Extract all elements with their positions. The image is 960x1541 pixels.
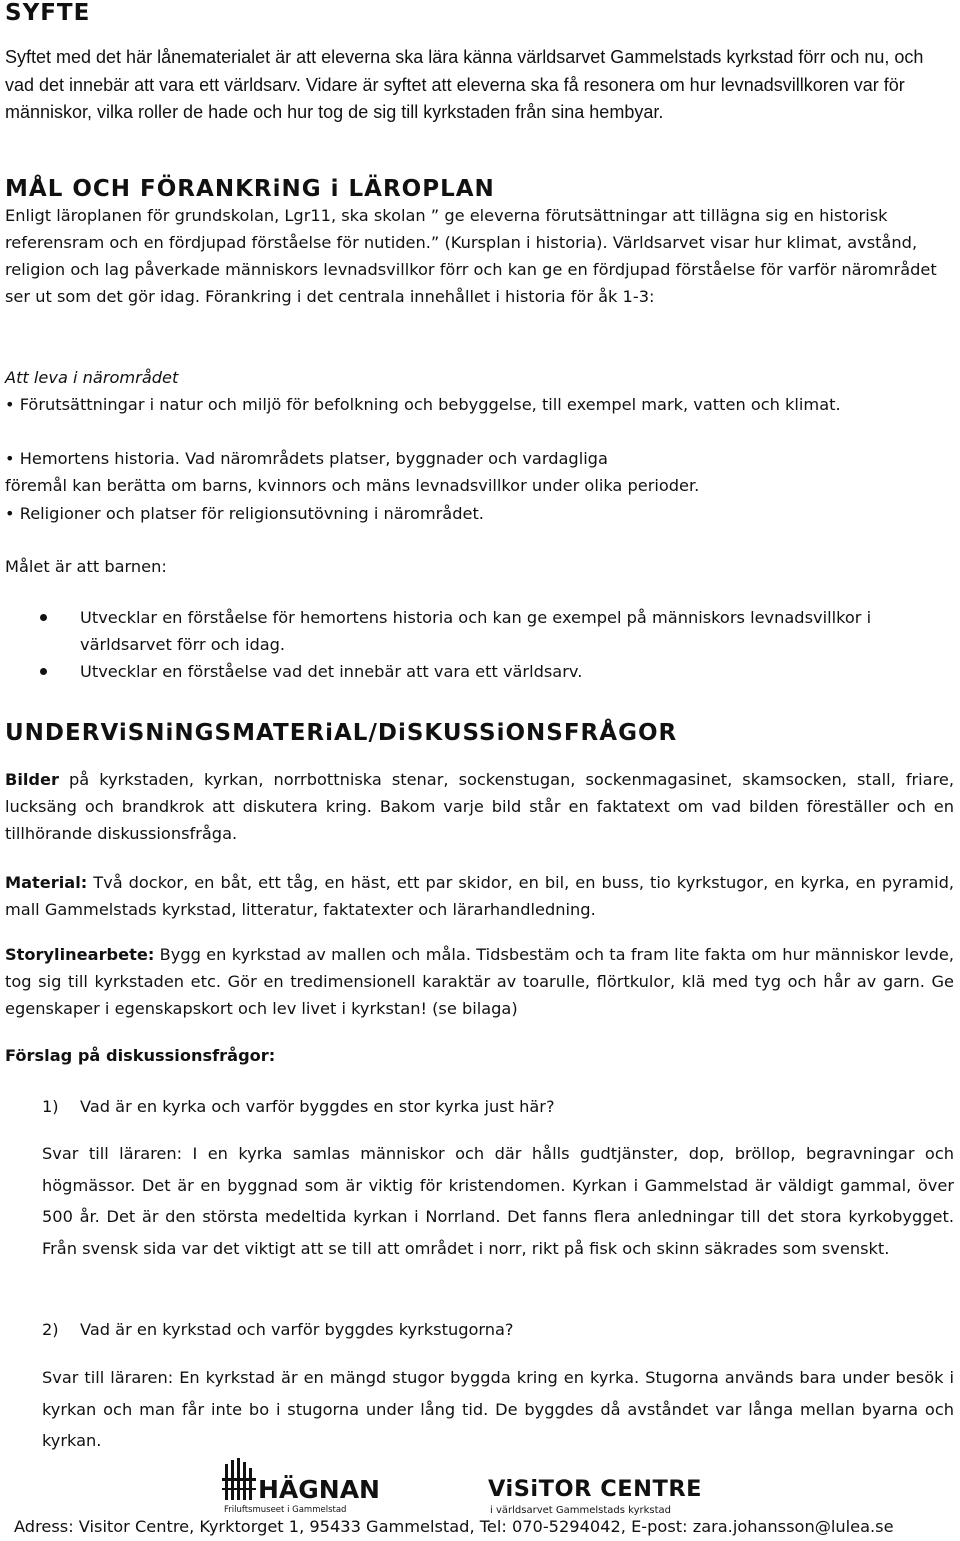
forslag-heading: Förslag på diskussionsfrågor: [5, 1046, 276, 1065]
mal-bullet-3: • Religioner och platser för religionsutövning i närområdet. [5, 504, 484, 523]
mal-heading: MÅL OCH FÖRANKRiNG i LÄROPLAN [5, 176, 495, 202]
material-label: Material: [5, 873, 88, 892]
bullet-dot [40, 614, 47, 621]
question-1: Vad är en kyrka och varför byggdes en stor kyrka just här? [80, 1097, 555, 1116]
storyline-paragraph [5, 941, 954, 1022]
goal-item: Utvecklar en förståelse för hemortens historia och kan ge exempel på människors levnadsvillkor i världsarvet förr och idag. [80, 608, 872, 654]
syfte-paragraph: Syftet med det här lånematerialet är att eleverna ska lära känna världsarvet Gammelstads kyrkstad förr och nu, och vad det innebär att vara ett världsarv. Vidare är syftet att eleverna ska få resonera om hur levnadsvillkoren var för människor, vilka roller de hade och hur tog de sig till kyrkstaden från sina hembyar. [5, 47, 924, 122]
visitor-centre-logo-subtext: i världsarvet Gammelstads kyrkstad [490, 1505, 672, 1516]
mal-bullet-2-line-1: • Hemortens historia. Vad närområdets platser, byggnader och vardagliga [5, 449, 608, 468]
material-heading: UNDERViSNiNGSMATERiAL/DiSKUSSiONSFRÅGOR [5, 720, 678, 746]
hagnan-logo [222, 1458, 380, 1520]
material-text: Två dockor, en båt, ett tåg, en häst, ett par skidor, en bil, en buss, tio kyrkstugor, en kyrka, en pyramid, mall Gammelstads kyrkstad, litteratur, faktatexter och lärarhandledning. [5, 873, 954, 919]
mal-bullet-2-line-2: föremål kan berätta om barns, kvinnors och mäns levnadsvillkor under olika perioder. [5, 476, 700, 495]
material-paragraph [5, 869, 954, 923]
storyline-label: Storylinearbete: [5, 945, 155, 964]
hagnan-logo-subtext: Friluftsmuseet i Gammelstad [224, 1505, 347, 1515]
answer-1: Svar till läraren: I en kyrka samlas människor och där hålls gudtjänster, dop, bröllop, begravningar och högmässor. Det är en byggnad som är viktig för kristendomen. Kyrkan i Gammelstad är väldigt gammal, över 500 år. Det är den största medeltida kyrkan i Norrland. Det fanns flera anledningar till det stora kyrkobygget. Från svensk sida var det viktigt att se till att området i norr, rikt på fisk och skinn säkrades som svenskt. [42, 1144, 954, 1258]
goal-item: Utvecklar en förståelse vad det innebär att vara ett världsarv. [80, 662, 583, 681]
question-2: Vad är en kyrkstad och varför byggdes kyrkstugorna? [80, 1320, 514, 1339]
storyline-text: Bygg en kyrkstad av mallen och måla. Tidsbestäm och ta fram lite fakta om hur människor levde, tog sig till kyrkstaden etc. Gör en tredimensionell karaktär av toarulle, flörtkulor, klä med tyg och hår av garn. Ge egenskaper i egenskapskort och lev livet i kyrkstan! (se bilaga) [5, 945, 954, 1018]
hagnan-logo-text: HÄGNAN [258, 1475, 380, 1504]
answer-2: Svar till läraren: En kyrkstad är en mängd stugor byggda kring en kyrka. Stugorna används bara under besök i kyrkan och man får inte bo i stugorna under lång tid. De byggdes då avståndet var långa mellan byarna och kyrkan. [42, 1368, 954, 1450]
goal-intro: Målet är att barnen: [5, 557, 167, 576]
footer-address: Adress: Visitor Centre, Kyrktorget 1, 95433 Gammelstad, Tel: 070-5294042, E-post: zara.johansson@lulea.se [14, 1517, 894, 1536]
bilder-paragraph [5, 766, 954, 847]
syfte-heading: SYFTE [5, 0, 91, 26]
bullet-dot [40, 668, 47, 675]
question-1-number: 1) [42, 1097, 59, 1116]
mal-paragraph: Enligt läroplanen för grundskolan, Lgr11, ska skolan ” ge eleverna förutsättningar att tillägna sig en historisk referensram och en fördjupad förståelse för nutiden.” (Kursplan i historia). Världsarvet visar hur klimat, avstånd, religion och lag påverkade människors levnadsvillkor förr och kan ge en fördjupad förståelse för varför närområdet ser ut som det gör idag. Förankring i det centrala innehållet i historia för åk 1-3: [5, 206, 937, 306]
visitor-centre-logo-text: ViSiTOR CENTRE [488, 1476, 703, 1502]
question-2-number: 2) [42, 1320, 59, 1339]
hagnan-emblem-icon [222, 1458, 380, 1520]
bilder-text: på kyrkstaden, kyrkan, norrbottniska stenar, sockenstugan, sockenmagasinet, skamsocken, stall, friare, lucksäng och brandkrok att diskutera kring. Bakom varje bild står en faktatext om vad bilden föreställer och en tillhörande diskussionsfråga. [5, 770, 954, 843]
bilder-label: Bilder [5, 770, 59, 789]
visitor-centre-logo [488, 1468, 703, 1520]
mal-subheading: Att leva i närområdet [5, 368, 179, 387]
mal-bullet-1: • Förutsättningar i natur och miljö för befolkning och bebyggelse, till exempel mark, vatten och klimat. [5, 395, 841, 414]
